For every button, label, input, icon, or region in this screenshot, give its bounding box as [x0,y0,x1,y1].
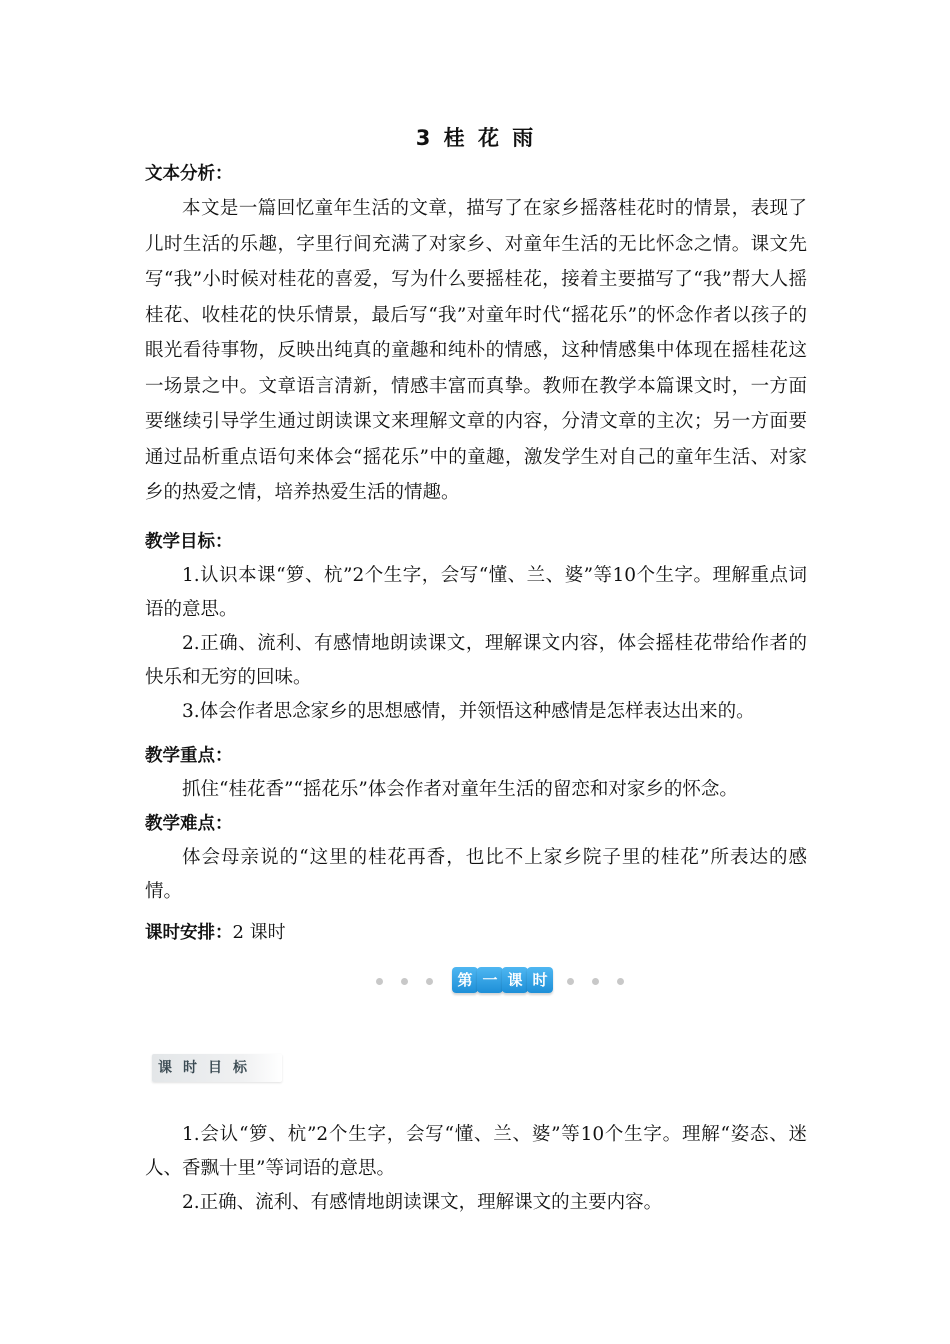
key-points-heading: 教学重点： [145,746,233,766]
teaching-goals-heading: 教学目标： [145,532,233,552]
key-points-section [145,744,807,807]
teaching-goals-section [145,530,807,729]
lesson-goals-tag-label: 课时目标 [158,1060,258,1076]
difficulties-heading: 教学难点： [145,814,233,834]
lesson-goal-item: 2.正确、流利、有感情地朗读课文，理解课文的主要内容。 [182,1192,663,1213]
lesson-banner-char: 第 [452,967,478,993]
teaching-goal-item: 1.认识本课“箩、杭”2个生字，会写“懂、兰、婆”等10个生字。理解重点词语的意思。 [145,565,807,620]
banner-dot [567,978,574,985]
teaching-goal-item: 3.体会作者思念家乡的思想感情，并领悟这种感情是怎样表达出来的。 [182,701,755,722]
lesson-banner-char: 一 [477,967,503,993]
lesson-banner [372,963,632,999]
banner-dot [426,978,433,985]
page-title: 3 桂 花 雨 [415,126,537,150]
banner-dot [376,978,383,985]
text-analysis-body: 本文是一篇回忆童年生活的文章，描写了在家乡摇落桂花时的情景，表现了儿时生活的乐趣，字里行间充满了对家乡、对童年生活的无比怀念之情。课文先写“我”小时候对桂花的喜爱，写为什么要摇桂花，接着主要描写了“我”帮大人摇桂花、收桂花的快乐情景，最后写“我”对童年时代“摇花乐”的怀念作者以孩子的眼光看待事物，反映出纯真的童趣和纯朴的情感，这种情感集中体现在摇桂花这一场景之中。文章语言清新，情感丰富而真挚。教师在教学本篇课文时，一方面要继续引导学生通过朗读课文来理解文章的内容，分清文章的主次；另一方面要通过品析重点语句来体会“摇花乐”中的童趣，激发学生对自己的童年生活、对家乡的热爱之情，培养热爱生活的情趣。 [145,198,807,503]
banner-dot [401,978,408,985]
banner-dot [617,978,624,985]
schedule-heading: 课时安排： [145,923,233,943]
lesson-goals-section [145,1118,807,1220]
key-points-body: 抓住“桂花香”“摇花乐”体会作者对童年生活的留恋和对家乡的怀念。 [182,779,738,800]
banner-dot [592,978,599,985]
text-analysis-section [145,162,807,511]
text-analysis-heading: 文本分析： [145,164,233,184]
schedule-section [145,918,807,945]
schedule-value: 2 课时 [232,922,286,943]
lesson-banner-char: 时 [527,967,553,993]
lesson-goal-item: 1.会认“箩、杭”2个生字，会写“懂、兰、婆”等10个生字。理解“姿态、迷人、香飘十里”等词语的意思。 [145,1124,807,1179]
difficulties-section [145,812,807,909]
difficulties-body: 体会母亲说的“这里的桂花再香，也比不上家乡院子里的桂花”所表达的感情。 [145,847,807,902]
teaching-goal-item: 2.正确、流利、有感情地朗读课文，理解课文内容，体会摇桂花带给作者的快乐和无穷的回味。 [145,633,807,688]
lesson-goals-tag [152,1054,282,1082]
lesson-banner-char: 课 [502,967,528,993]
